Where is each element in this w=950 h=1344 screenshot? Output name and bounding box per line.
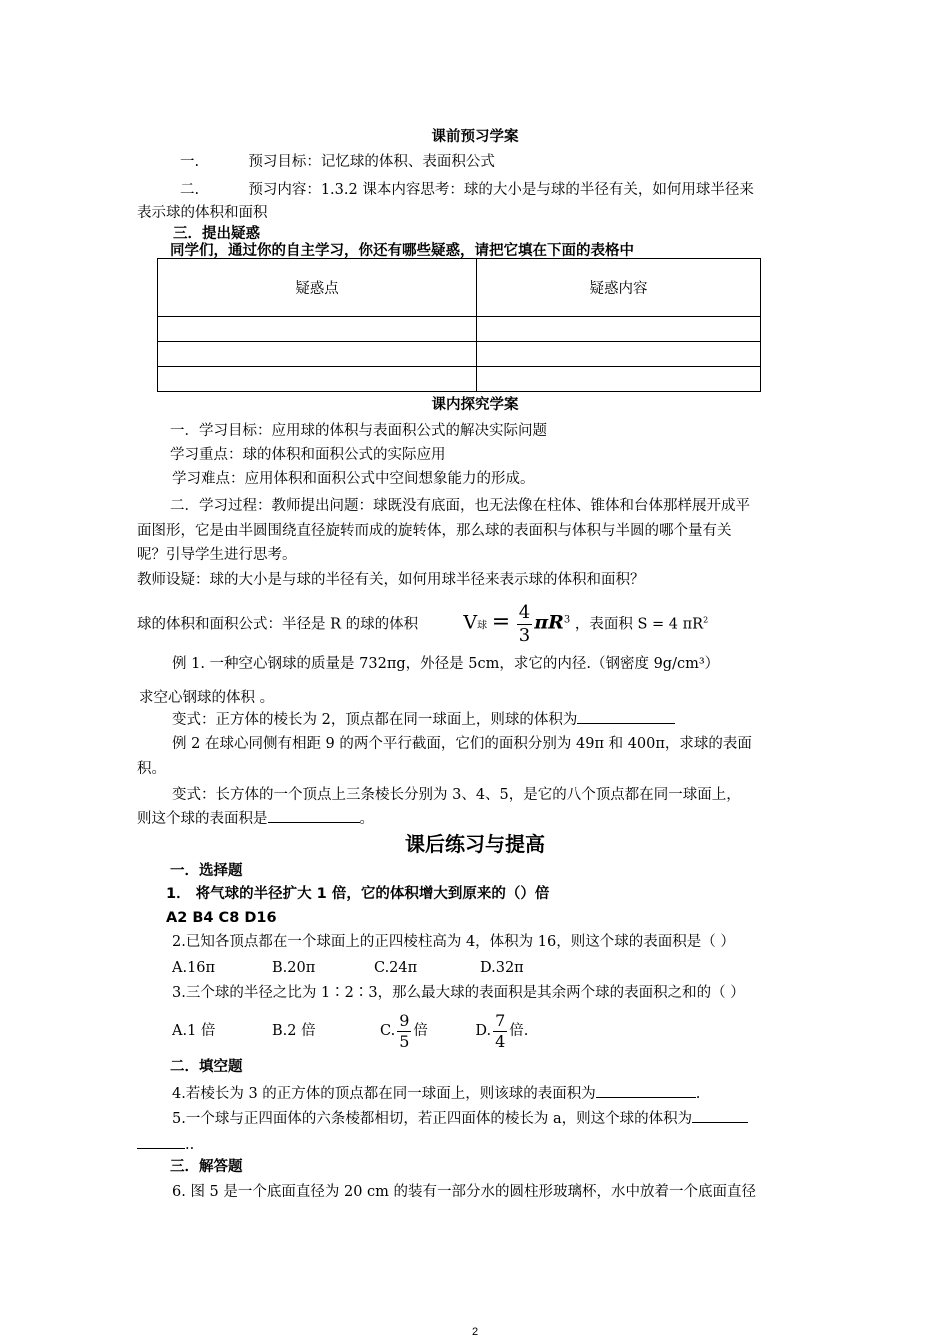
q3-option-b: B.2 倍	[272, 1023, 316, 1039]
q3-option-d-den: 4	[495, 1031, 506, 1051]
q3-option-c-label: C.	[380, 1023, 396, 1039]
preview-title: 课前预习学案	[431, 129, 519, 145]
doubt-heading: 三．提出疑惑	[173, 226, 260, 242]
formula-num: 4	[518, 602, 531, 623]
question-6: 6. 图 5 是一个底面直径为 20 cm 的装有一部分水的圆柱形玻璃杯，水中放着一个底面直径	[172, 1184, 757, 1200]
question-4-end: .	[695, 1086, 701, 1102]
question-1-options: A2 B4 C8 D16	[166, 910, 277, 926]
doubt-table-cell[interactable]	[158, 342, 477, 367]
question-5-end: ..	[185, 1137, 195, 1153]
practice-title: 课后练习与提高	[405, 832, 545, 856]
preview-goal-num: 一.	[180, 154, 200, 170]
doubt-table-cell[interactable]	[477, 367, 761, 392]
doubt-table-cell[interactable]	[477, 342, 761, 367]
preview-content-text: 预习内容：1.3.2 课本内容思考：球的大小是与球的半径有关，如何用球半径来	[248, 182, 754, 198]
doubt-table-cell[interactable]	[158, 367, 477, 392]
variant-2: 变式：长方体的一个顶点上三条棱长分别为 3、4、5，是它的八个顶点都在同一球面上，	[172, 787, 741, 803]
explore-title: 课内探究学案	[431, 397, 519, 413]
explore-question: 教师设疑：球的大小是与球的半径有关，如何用球半径来表示球的体积和面积？	[137, 572, 645, 588]
fill-heading: 二．填空题	[170, 1059, 243, 1075]
formula-exp: 3	[563, 614, 571, 626]
preview-content	[180, 180, 754, 200]
q3-option-c-fraction	[397, 1010, 411, 1051]
formula-pir: πR	[534, 611, 564, 634]
question-4-blank[interactable]	[596, 1083, 696, 1098]
question-2: 2.已知各顶点都在一个球面上的正四棱柱高为 4，体积为 16，则这个球的表面积是（ ）	[172, 934, 735, 950]
formula-intro: 球的体积和面积公式：半径是 R 的球的体积	[137, 616, 419, 633]
formula-den: 3	[518, 625, 531, 646]
formula-eq: =	[491, 609, 511, 635]
explore-process-3: 呢？引导学生进行思考。	[137, 547, 297, 563]
question-4	[172, 1083, 700, 1104]
formula-area-exp: 2	[703, 615, 709, 625]
variant-1-blank[interactable]	[577, 709, 675, 724]
q2-option-d: D.32π	[480, 960, 524, 976]
preview-goal-text: 预习目标：记忆球的体积、表面积公式	[248, 154, 495, 170]
formula-line	[137, 604, 708, 645]
variant-2-cont	[137, 808, 374, 829]
variant-2-blank[interactable]	[268, 808, 360, 823]
question-3: 3.三个球的半径之比为 1∶2∶3，那么最大球的表面积是其余两个球的表面积之和的（ ）	[172, 985, 745, 1001]
explore-process-2: 面图形，它是由半圆围绕直径旋转而成的旋转体，那么球的表面积与体积与半圆的哪个量有关	[137, 523, 732, 539]
doubt-table-header-content: 疑惑内容	[477, 259, 761, 317]
question-2-options	[172, 958, 524, 978]
question-5-cont	[137, 1134, 194, 1155]
question-1: 1． 将气球的半径扩大 1 倍，它的体积增大到原来的（）倍	[166, 886, 550, 902]
doubt-table	[157, 258, 761, 392]
q3-option-d-num: 7	[495, 1010, 506, 1030]
doubt-table-cell[interactable]	[477, 317, 761, 342]
q3-option-d-label: D.	[475, 1023, 492, 1039]
q3-option-a: A.1 倍	[172, 1023, 216, 1039]
formula-area: ，表面积 S = 4 πR	[574, 616, 704, 633]
question-5	[172, 1108, 748, 1129]
question-5-blank-cont[interactable]	[137, 1134, 185, 1149]
formula-fraction	[517, 604, 532, 645]
explore-key-point: 学习重点：球的体积和面积公式的实际应用	[170, 447, 446, 463]
doubt-table-header-point: 疑惑点	[158, 259, 477, 317]
doubt-prompt: 同学们，通过你的自主学习，你还有哪些疑惑，请把它填在下面的表格中	[170, 243, 634, 259]
q2-option-a: A.16π	[172, 960, 216, 976]
q3-option-c-den: 5	[399, 1031, 410, 1051]
preview-goal	[180, 152, 495, 172]
formula-sub: 球	[477, 620, 488, 632]
explore-difficulty: 学习难点：应用体积和面积公式中空间想象能力的形成。	[172, 471, 535, 487]
variant-1-text: 变式：正方体的棱长为 2，顶点都在同一球面上，则球的体积为	[172, 712, 578, 728]
explore-process-1: 二．学习过程：教师提出问题：球既没有底面，也无法像在柱体、锥体和台体那样展开成平	[170, 498, 750, 514]
variant-1	[172, 709, 675, 730]
q3-option-d-fraction	[493, 1010, 507, 1051]
q2-option-c: C.24π	[374, 960, 418, 976]
q3-option-d-unit: 倍.	[509, 1023, 529, 1039]
formula-v: V	[463, 611, 478, 634]
question-5-text: 5.一个球与正四面体的六条棱都相切，若正四面体的棱长为 a，则这个球的体积为	[172, 1111, 693, 1127]
example-1-question: 求空心钢球的体积 。	[139, 690, 275, 706]
question-4-text: 4.若棱长为 3 的正方体的顶点都在同一球面上，则该球的表面积为	[172, 1086, 596, 1102]
example-2-cont: 积。	[137, 761, 166, 777]
page-number: 2	[471, 1326, 479, 1338]
example-1: 例 1. 一种空心钢球的质量是 732πg，外径是 5cm，求它的内径.（钢密度 9g/cm³）	[172, 656, 720, 672]
q2-option-b: B.20π	[272, 960, 316, 976]
q3-option-c-num: 9	[399, 1010, 410, 1030]
preview-content-cont: 表示球的体积和面积	[137, 205, 268, 221]
answer-heading: 三．解答题	[170, 1159, 243, 1175]
explore-goal: 一．学习目标：应用球的体积与表面积公式的解决实际问题	[170, 423, 547, 439]
q3-option-c-unit: 倍	[413, 1023, 428, 1039]
variant-2-end: 。	[359, 811, 374, 827]
doubt-table-cell[interactable]	[158, 317, 477, 342]
example-2: 例 2 在球心同侧有相距 9 的两个平行截面，它们的面积分别为 49π 和 400π，求球的表面	[172, 736, 752, 752]
preview-content-num: 二.	[180, 182, 200, 198]
mc-heading: 一．选择题	[170, 863, 243, 879]
question-5-blank[interactable]	[692, 1108, 748, 1123]
variant-2-text: 则这个球的表面积是	[137, 811, 268, 827]
question-3-options	[172, 1008, 528, 1054]
